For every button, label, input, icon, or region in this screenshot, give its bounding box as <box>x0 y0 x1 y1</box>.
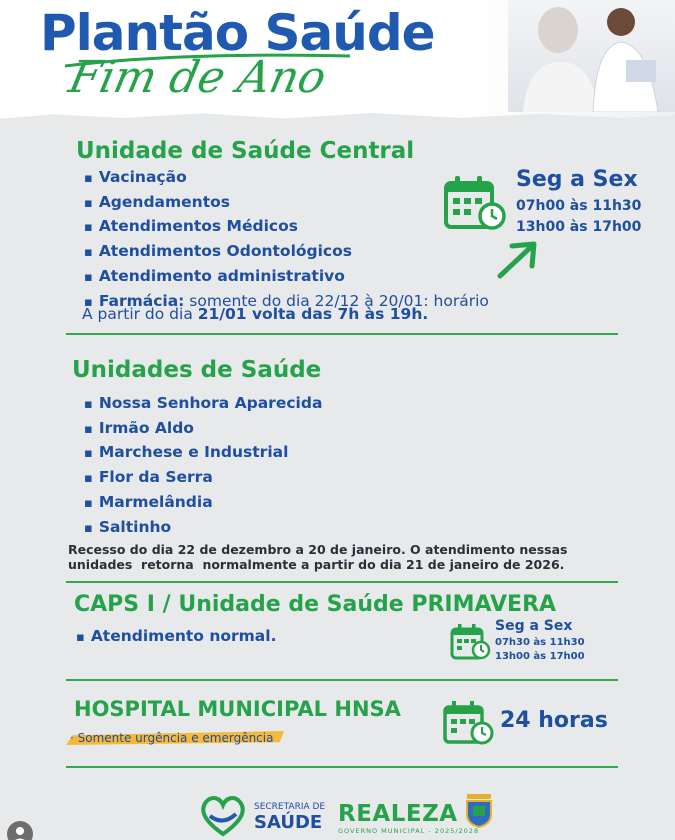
page-subtitle: Fim de Ano <box>64 52 331 103</box>
pharmacy-item: ▪ Farmácia: somente do dia 22/12 à 20/01: horário <box>84 290 489 315</box>
units-list <box>84 392 322 540</box>
page-title: Plantão Saúde <box>40 4 435 62</box>
central-schedule-morning: 07h00 às 11h30 <box>516 198 642 214</box>
list-item: ▪ Marmelândia <box>84 491 322 516</box>
hospital-note: · Somente urgência e emergência <box>70 731 274 745</box>
list-item: ▪ Atendimentos Médicos <box>84 215 489 240</box>
divider <box>66 679 618 681</box>
hospital-hours: 24 horas <box>500 708 608 733</box>
secretaria-label: SECRETARIA DE <box>254 802 326 812</box>
calendar-clock-icon <box>444 175 508 233</box>
calendar-clock-icon <box>443 700 495 746</box>
list-item: ▪ Atendimentos Odontológicos <box>84 240 489 265</box>
govt-label: GOVERNO MUNICIPAL - 2025/2028 <box>338 827 480 835</box>
caps-schedule-afternoon: 13h00 às 17h00 <box>495 651 585 662</box>
arrow-up-right-icon <box>496 240 540 280</box>
units-title: Unidades de Saúde <box>72 357 322 383</box>
saude-label: SAÚDE <box>254 812 323 833</box>
list-item: ▪ Nossa Senhora Aparecida <box>84 392 322 417</box>
pharmacy-return-note: A partir do dia 21/01 volta das 7h às 19h. <box>82 305 429 323</box>
list-item: ▪ Vacinação <box>84 166 489 191</box>
list-item: ▪ Irmão Aldo <box>84 417 322 442</box>
doctor-patient-photo <box>508 0 675 112</box>
secretaria-heart-logo <box>198 792 248 838</box>
calendar-clock-icon <box>450 623 492 661</box>
central-services-list <box>84 166 489 314</box>
caps-schedule-days: Seg a Sex <box>495 618 573 634</box>
list-item: ▪ Saltinho <box>84 516 322 541</box>
central-schedule-days: Seg a Sex <box>516 167 638 192</box>
city-crest-icon <box>464 792 494 828</box>
hospital-title: HOSPITAL MUNICIPAL HNSA <box>74 697 401 721</box>
realeza-brand: REALEZA <box>338 801 458 827</box>
profile-avatar-icon[interactable] <box>6 820 34 840</box>
divider <box>66 581 618 583</box>
list-item: ▪ Flor da Serra <box>84 466 322 491</box>
central-schedule-afternoon: 13h00 às 17h00 <box>516 219 642 235</box>
caps-list <box>76 625 276 650</box>
caps-schedule-morning: 07h30 às 11h30 <box>495 637 585 648</box>
swoosh-decoration <box>60 44 360 84</box>
list-item: ▪ Atendimento administrativo <box>84 265 489 290</box>
recess-note: Recesso do dia 22 de dezembro a 20 de janeiro. O atendimento nessas unidades retorna normalmente a partir do dia 21 de janeiro de 2026. <box>68 542 568 572</box>
list-item: ▪ Marchese e Industrial <box>84 441 322 466</box>
list-item: ▪ Agendamentos <box>84 191 489 216</box>
central-title: Unidade de Saúde Central <box>76 138 415 164</box>
divider <box>66 766 618 768</box>
divider <box>66 333 618 335</box>
caps-title: CAPS I / Unidade de Saúde PRIMAVERA <box>74 592 557 617</box>
list-item: ▪ Atendimento normal. <box>76 625 276 650</box>
